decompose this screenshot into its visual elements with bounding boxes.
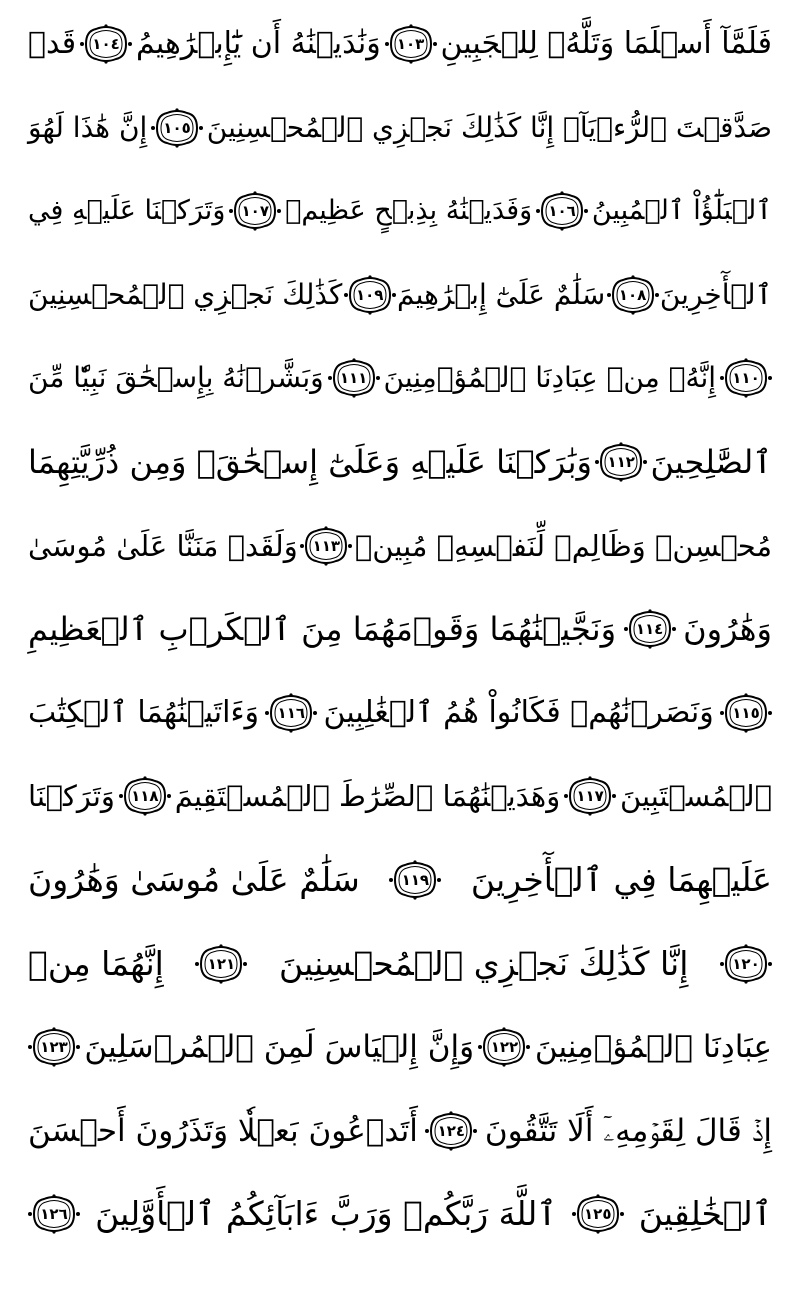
ayah-number: ١٠٩ <box>355 285 384 304</box>
ayah-number-marker <box>385 24 437 64</box>
ayah-number: ١١٤ <box>635 620 664 639</box>
verse-text: عَلَيۡهِمَا فِي ٱلۡأٓخِرِينَ <box>470 860 772 899</box>
verse-text: سَلَٰمٌ عَلَىٰ مُوسَىٰ وَهَٰرُونَ <box>28 860 360 899</box>
ayah-number-marker <box>720 693 772 733</box>
verse-text: ٱللَّهَ رَبَّكُمۡ وَرَبَّ ءَابَآئِكُمُ ٱلۡأَوَّلِينَ <box>95 1194 557 1234</box>
ayah-number: ١٠٨ <box>618 285 647 304</box>
verse-text: إِذۡ قَالَ لِقَوۡمِهِۦٓ أَلَا تَتَّقُونَ <box>484 1112 772 1149</box>
ayah-number: ١٠٣ <box>396 35 425 53</box>
ayah-number: ١٠٦ <box>548 202 576 221</box>
verse-text: وَنَصَرۡنَٰهُمۡ فَكَانُواْ هُمُ ٱلۡغَٰلِبِينَ <box>323 694 714 730</box>
verse-text: إِنَّا كَذَٰلِكَ نَجۡزِي ٱلۡمُحۡسِنِينَ <box>278 943 689 983</box>
ayah-number-marker <box>28 1027 80 1067</box>
text-line <box>28 338 772 418</box>
ayah-number: ١٢٠ <box>732 954 760 973</box>
ayah-number-marker <box>389 860 441 900</box>
verse-text: كَذَٰلِكَ نَجۡزِي ٱلۡمُحۡسِنِينَ <box>28 277 343 311</box>
verse-text: وَءَاتَيۡنَٰهُمَا ٱلۡكِتَٰبَ <box>28 694 260 730</box>
verse-text: فَلَمَّآ أَسۡلَمَا وَتَلَّهُۥ لِلۡجَبِينِ <box>440 26 772 61</box>
ayah-number: ١٠٧ <box>241 202 269 221</box>
verse-text: أَتَدۡعُونَ بَعۡلٗا وَتَذَرُونَ أَحۡسَنَ <box>28 1112 418 1149</box>
verse-text: وَتَرَكۡنَا <box>28 779 115 814</box>
ayah-number: ١٢٤ <box>437 1121 466 1140</box>
verse-text: مُحۡسِنٞ وَظَالِمٞ لِّنَفۡسِهِۦ مُبِينٞ <box>354 528 772 563</box>
ayah-number-marker <box>720 358 772 398</box>
verse-text: صَدَّقۡتَ ٱلرُّءۡيَآۚ إِنَّا كَذَٰلِكَ نَجۡزِي ٱلۡمُحۡسِنِينَ <box>206 110 772 144</box>
ayah-number: ١٠٥ <box>163 118 191 137</box>
ayah-number-marker <box>151 108 203 148</box>
ayah-number: ١١٩ <box>401 871 430 889</box>
verse-text: ٱلۡأٓخِرِينَ <box>659 277 772 311</box>
ayah-number: ١١٧ <box>576 787 604 806</box>
ayah-number-marker <box>300 526 352 566</box>
verse-text: وَتَرَكۡنَا عَلَيۡهِ فِي <box>28 195 226 227</box>
ayah-number-marker <box>624 609 676 649</box>
text-line <box>28 1091 772 1171</box>
verse-text: إِنَّ هَٰذَا لَهُوَ <box>28 110 148 144</box>
text-line <box>28 673 772 753</box>
verse-text: وَإِنَّ إِلۡيَاسَ لَمِنَ ٱلۡمُرۡسَلِينَ <box>84 1029 475 1066</box>
text-line <box>28 1007 772 1087</box>
ayah-number: ١١٨ <box>131 787 159 806</box>
verse-text: ٱلۡمُسۡتَبِينَ <box>619 779 772 814</box>
ayah-number: ١١٥ <box>732 703 760 722</box>
text-line <box>28 506 772 586</box>
verse-text: قَدۡ <box>28 26 77 61</box>
ayah-number: ١١٠ <box>732 369 760 388</box>
verse-text: ٱلصَّٰلِحِينَ <box>650 443 772 481</box>
ayah-number-marker <box>328 358 380 398</box>
ayah-number: ١٢٦ <box>40 1205 68 1224</box>
text-line <box>28 1174 772 1254</box>
ayah-number-marker <box>536 191 588 231</box>
ayah-number-marker <box>119 776 171 816</box>
ayah-number: ١٢٣ <box>40 1038 68 1057</box>
ayah-number: ١١٣ <box>312 536 341 555</box>
text-line <box>28 88 772 168</box>
text-line <box>28 924 772 1004</box>
text-line <box>28 756 772 836</box>
ayah-number-marker <box>564 776 616 816</box>
verse-text: إِنَّهُۥ مِنۡ عِبَادِنَا ٱلۡمُؤۡمِنِينَ <box>383 361 717 395</box>
text-line <box>28 171 772 251</box>
ayah-number-marker <box>720 944 772 984</box>
text-line <box>28 422 772 502</box>
text-line <box>28 840 772 920</box>
verse-text: وَفَدَيۡنَٰهُ بِذِبۡحٍ عَظِيمٖ <box>285 195 533 227</box>
verse-text: وَهَٰرُونَ <box>683 610 772 649</box>
ayah-number-marker <box>229 191 281 231</box>
ayah-number-marker <box>344 275 396 315</box>
verse-text: وَلَقَدۡ مَنَنَّا عَلَىٰ مُوسَىٰ <box>28 528 298 563</box>
verse-text: إِنَّهُمَا مِنۡ <box>28 943 164 983</box>
ayah-number: ١٢٥ <box>584 1205 612 1224</box>
ayah-number: ١٠٤ <box>92 35 120 53</box>
ayah-number: ١١٢ <box>607 453 635 471</box>
ayah-number: ١١١ <box>339 369 368 388</box>
ayah-number-marker <box>572 1194 624 1234</box>
verse-text: وَبَٰرَكۡنَا عَلَيۡهِ وَعَلَىٰٓ إِسۡحَٰقَۚ وَمِن ذُرِّيَّتِهِمَا <box>28 443 592 481</box>
text-line <box>28 255 772 335</box>
verse-text: سَلَٰمٌ عَلَىٰٓ إِبۡرَٰهِيمَ <box>397 277 606 311</box>
ayah-number: ١٢٢ <box>490 1038 519 1057</box>
verse-text: ٱلۡخَٰلِقِينَ <box>638 1194 772 1234</box>
verse-text: عِبَادِنَا ٱلۡمُؤۡمِنِينَ <box>534 1029 772 1066</box>
ayah-number-marker <box>425 1111 477 1151</box>
ayah-number-marker <box>80 24 132 64</box>
ayah-number-marker <box>478 1027 530 1067</box>
ayah-number: ١١٦ <box>277 703 306 722</box>
ayah-number-marker <box>595 442 647 482</box>
ayah-number-marker <box>607 275 659 315</box>
ayah-number-marker <box>28 1194 80 1234</box>
verse-text: وَبَشَّرۡنَٰهُ بِإِسۡحَٰقَ نَبِيّٗا مِّنَ <box>28 361 324 395</box>
ayah-number-marker <box>195 944 247 984</box>
ayah-number: ١٢١ <box>207 954 236 973</box>
verse-text: ٱلۡبَلَٰٓؤُاْ ٱلۡمُبِينُ <box>591 195 772 227</box>
text-line <box>28 589 772 669</box>
verse-text: وَنَٰدَيۡنَٰهُ أَن يَٰٓإِبۡرَٰهِيمُ <box>135 26 381 61</box>
text-line <box>28 4 772 84</box>
verse-text: وَنَجَّيۡنَٰهُمَا وَقَوۡمَهُمَا مِنَ ٱلۡكَرۡبِ ٱلۡعَظِيمِ <box>28 610 617 649</box>
verse-text: وَهَدَيۡنَٰهُمَا ٱلصِّرَٰطَ ٱلۡمُسۡتَقِيمَ <box>174 779 561 814</box>
ayah-number-marker <box>265 693 317 733</box>
